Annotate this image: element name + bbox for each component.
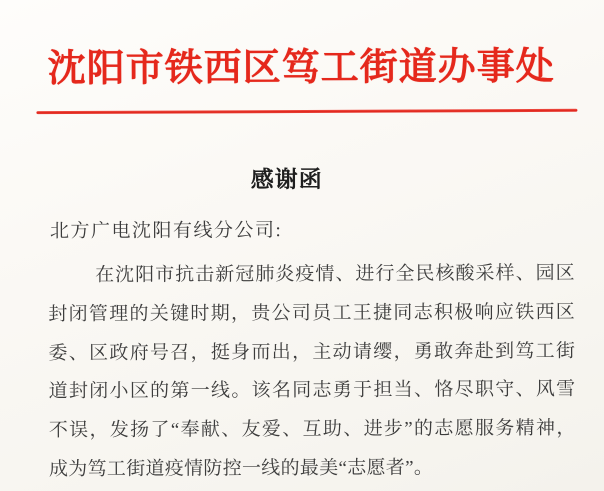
body-line-5: 不误，发扬了“奉献、友爱、互助、进步”的志愿服务精神，: [48, 417, 576, 442]
body-line-6: 成为笃工街道疫情防控一线的最美“志愿者”。: [48, 457, 434, 481]
letterhead-org-name: 沈阳市铁西区笃工街道办事处: [47, 45, 555, 91]
body-line-3: 委、区政府号召，挺身而出，主动请缨，勇敢奔赴到笃工街: [48, 340, 576, 364]
body-line-2: 封闭管理的关键时期，贵公司员工王捷同志积极响应铁西区: [48, 301, 576, 325]
body-line-1: 在沈阳市抗击新冠肺炎疫情、进行全民核酸采样、园区: [95, 262, 576, 286]
letterhead-divider-rule: [36, 109, 577, 114]
letter-title: 感谢函: [250, 166, 323, 193]
body-line-4: 道封闭小区的第一线。该名同志勇于担当、恪尽职守、风雪: [48, 379, 576, 403]
letter-body: [48, 255, 576, 490]
letter-salutation: 北方广电沈阳有线分公司:: [49, 220, 283, 243]
